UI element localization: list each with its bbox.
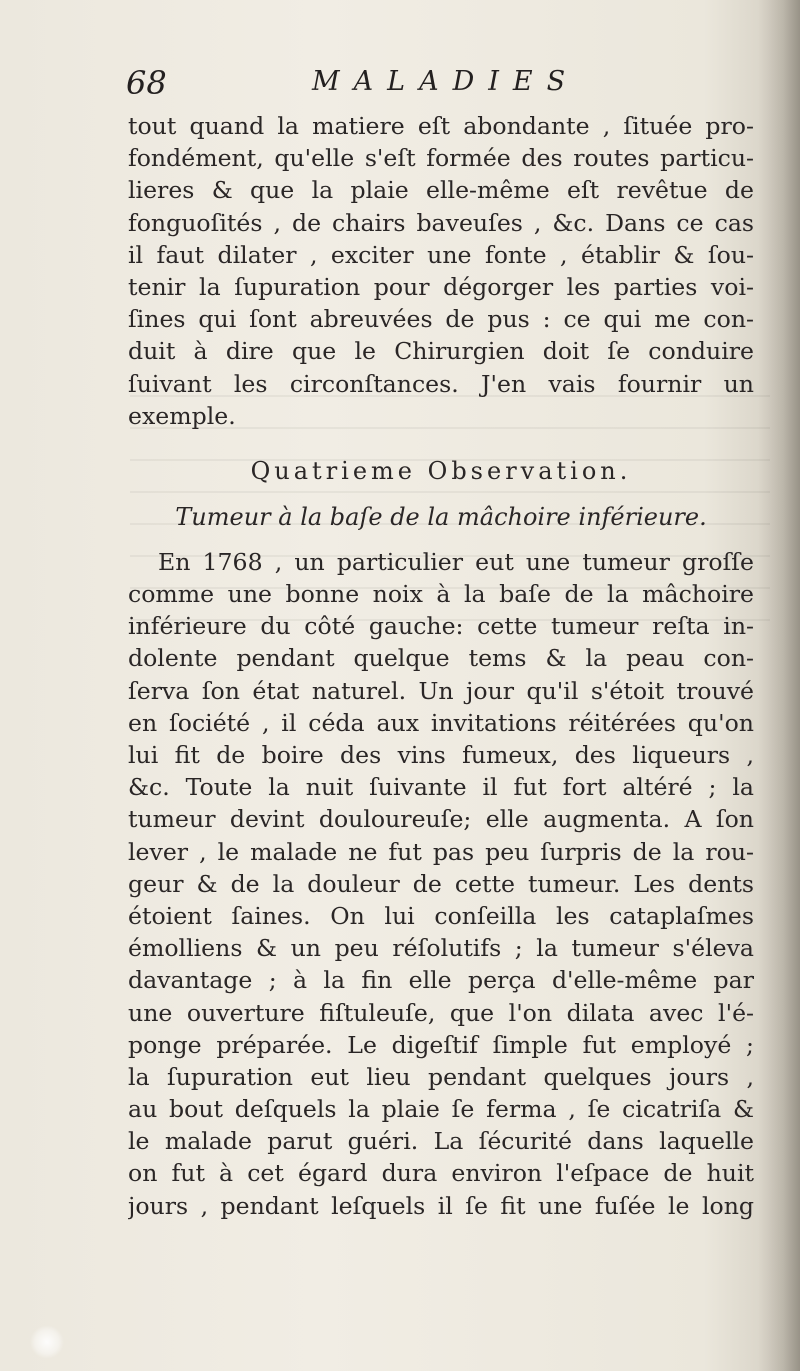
observation-subtitle: Tumeur à la baſe de la mâchoire inférieure. (175, 502, 707, 531)
text-line: exemple. (128, 401, 236, 430)
text-line: une ouverture fiſtuleuſe, que l'on dilata avec l'é- (128, 998, 754, 1027)
text-line: émolliens & un peu réſolutifs ; la tumeur s'éleva (128, 934, 754, 963)
text-line: fonguoſités , de chairs baveuſes , &c. Dans ce cas (128, 208, 754, 237)
text-line: fondément, qu'elle s'eſt formée des routes particu- (128, 144, 754, 173)
text-line: au bout deſquels la plaie ſe ferma , ſe cicatriſa & (128, 1095, 754, 1124)
text-line: lui fit de boire des vins fumeux, des liqueurs , (128, 741, 754, 769)
text-line: jours , pendant leſquels il ſe fit une fuſée le long (128, 1191, 754, 1220)
text-line: duit à dire que le Chirurgien doit ſe conduire (128, 337, 754, 366)
text-line: ſuivant les circonſtances. J'en vais fournir un (128, 369, 754, 398)
text-line: geur & de la douleur de cette tumeur. Les dents (128, 869, 754, 898)
running-head: MALADIES (312, 66, 580, 97)
text-line: tenir la ſupuration pour dégorger les parties voi- (128, 272, 754, 301)
text-line: ſines qui ſont abreuvées de pus : ce qui me con- (128, 305, 754, 334)
text-line: ponge préparée. Le digeſtif ſimple fut employé ; (128, 1030, 754, 1059)
text-line: tout quand la matiere eſt abondante , ſituée pro- (128, 112, 754, 140)
text-line: davantage ; à la fin elle perça d'elle-même par (128, 966, 754, 995)
text-line: ſerva ſon état naturel. Un jour qu'il s'étoit trouvé (128, 676, 754, 705)
gutter-shadow (758, 0, 800, 1371)
page-header (126, 64, 756, 110)
paragraph-1 (128, 110, 754, 432)
observation-title: Quatrieme Observation. (250, 456, 632, 485)
text-line: lieres & que la plaie elle-même eſt revêtue de (128, 176, 754, 205)
body-text (128, 110, 754, 1222)
text-line: En 1768 , un particulier eut une tumeur groſſe (158, 547, 754, 576)
text-line: il faut dilater , exciter une fonte , établir & ſou- (128, 240, 754, 269)
paragraph-2 (128, 546, 754, 1222)
text-line: inférieure du côté gauche: cette tumeur reſta in- (128, 612, 754, 641)
text-line: étoient ſaines. On lui conſeilla les cataplaſmes (128, 901, 754, 930)
text-line: &c. Toute la nuit ſuivante il fut fort altéré ; la (128, 773, 754, 802)
text-line: en ſociété , il céda aux invitations réitérées qu'on (128, 708, 754, 737)
text-line: la ſupuration eut lieu pendant quelques jours , (128, 1062, 754, 1091)
page-number: 68 (126, 64, 167, 102)
text-line: on fut à cet égard dura environ l'eſpace de huit (128, 1159, 754, 1188)
text-line: tumeur devint douloureuſe; elle augmenta. A ſon (128, 805, 754, 834)
text-line: comme une bonne noix à la baſe de la mâchoire (128, 580, 754, 609)
text-line: le malade parut guéri. La ſécurité dans laquelle (128, 1127, 754, 1156)
text-line: lever , le malade ne fut pas peu ſurpris de la rou- (128, 837, 754, 866)
paper-blemish (30, 1325, 64, 1359)
text-line: dolente pendant quelque tems & la peau con- (128, 644, 754, 673)
